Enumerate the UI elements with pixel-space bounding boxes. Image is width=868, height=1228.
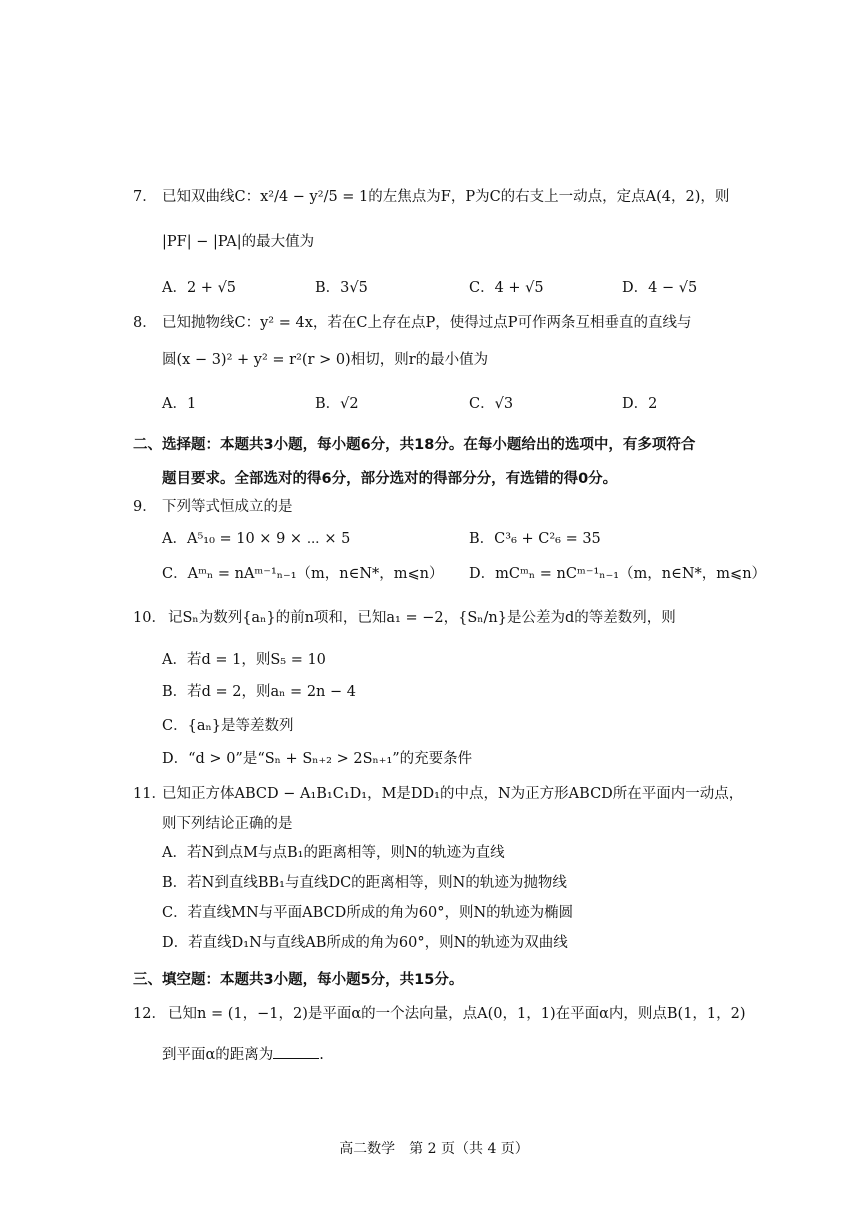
q10-number: 10． xyxy=(133,610,166,626)
q11-option-d: D．若直线D₁N与直线AB所成的角为60°，则N的轨迹为双曲线 xyxy=(162,935,568,951)
answer-blank[interactable] xyxy=(273,1044,319,1059)
q8-option-d: D．2 xyxy=(622,396,658,412)
q10-stem: 记Sₙ为数列{aₙ}的前n项和，已知a₁ = −2，{Sₙ/n}是公差为d的等差数列，则 xyxy=(168,610,676,626)
q12-stem-line2-text: 到平面α的距离为 xyxy=(162,1047,274,1063)
section-2-heading-line2: 题目要求。全部选对的得6分，部分选对的得部分分，有选错的得0分。 xyxy=(162,471,618,487)
q11-option-a: A．若N到点M与点B₁的距离相等，则N的轨迹为直线 xyxy=(162,845,505,861)
q11-stem-line2: 则下列结论正确的是 xyxy=(162,816,293,832)
page-footer: 高二数学 第 2 页（共 4 页） xyxy=(339,1141,529,1157)
section-2-heading-line1: 二、选择题：本题共3小题，每小题6分，共18分。在每小题给出的选项中，有多项符合 xyxy=(133,437,696,453)
q9-option-a: A．A⁵₁₀ = 10 × 9 × ⋯ × 5 xyxy=(162,531,351,547)
q9-option-c: C．Aᵐₙ = nAᵐ⁻¹ₙ₋₁（m，n∈N*，m⩽n） xyxy=(162,566,444,582)
q10-option-b: B．若d = 2，则aₙ = 2n − 4 xyxy=(162,684,356,700)
q12-number: 12． xyxy=(133,1006,166,1022)
q8-option-b: B．√2 xyxy=(315,396,359,412)
q9-number: 9． xyxy=(133,499,157,515)
q11-number: 11． xyxy=(133,786,166,802)
q9-option-d: D．mCᵐₙ = nCᵐ⁻¹ₙ₋₁（m，n∈N*，m⩽n） xyxy=(469,566,767,582)
q7-stem-line1: 已知双曲线C：x²/4 − y²/5 = 1的左焦点为F，P为C的右支上一动点，定点A(4，2)，则 xyxy=(162,189,730,205)
q8-stem-line1: 已知抛物线C：y² = 4x，若在C上存在点P，使得过点P可作两条互相垂直的直线与 xyxy=(162,315,692,331)
q11-option-c: C．若直线MN与平面ABCD所成的角为60°，则N的轨迹为椭圆 xyxy=(162,905,574,921)
q7-option-d: D．4 − √5 xyxy=(622,280,698,296)
q8-option-a: A．1 xyxy=(162,396,197,412)
q12-stem-line2-end: . xyxy=(319,1047,324,1063)
q8-stem-line2: 圆(x − 3)² + y² = r²(r > 0)相切，则r的最小值为 xyxy=(162,352,489,368)
q8-option-c: C．√3 xyxy=(469,396,514,412)
q8-number: 8． xyxy=(133,315,157,331)
q10-option-a: A．若d = 1，则S₅ = 10 xyxy=(162,652,326,668)
q7-option-b: B．3√5 xyxy=(315,280,368,296)
q7-option-c: C．4 + √5 xyxy=(469,280,544,296)
q12-stem-line1: 已知n = (1，−1，2)是平面α的一个法向量，点A(0，1，1)在平面α内，则点B(1，1，2) xyxy=(168,1006,746,1022)
q7-stem-line2: |PF| − |PA|的最大值为 xyxy=(162,234,315,250)
q10-option-d: D．“d > 0”是“Sₙ + Sₙ₊₂ > 2Sₙ₊₁”的充要条件 xyxy=(162,751,473,767)
q10-option-c: C．{aₙ}是等差数列 xyxy=(162,718,294,734)
q7-number: 7． xyxy=(133,189,157,205)
q12-stem-line2 xyxy=(162,1044,324,1065)
q9-stem: 下列等式恒成立的是 xyxy=(162,499,293,515)
q9-option-b: B．C³₆ + C²₆ = 35 xyxy=(469,531,601,547)
q11-option-b: B．若N到直线BB₁与直线DC的距离相等，则N的轨迹为抛物线 xyxy=(162,875,567,891)
section-3-heading: 三、填空题：本题共3小题，每小题5分，共15分。 xyxy=(133,972,464,988)
q7-option-a: A．2 + √5 xyxy=(162,280,237,296)
q11-stem-line1: 已知正方体ABCD − A₁B₁C₁D₁，M是DD₁的中点，N为正方形ABCD所在平面内一动点， xyxy=(162,786,744,802)
